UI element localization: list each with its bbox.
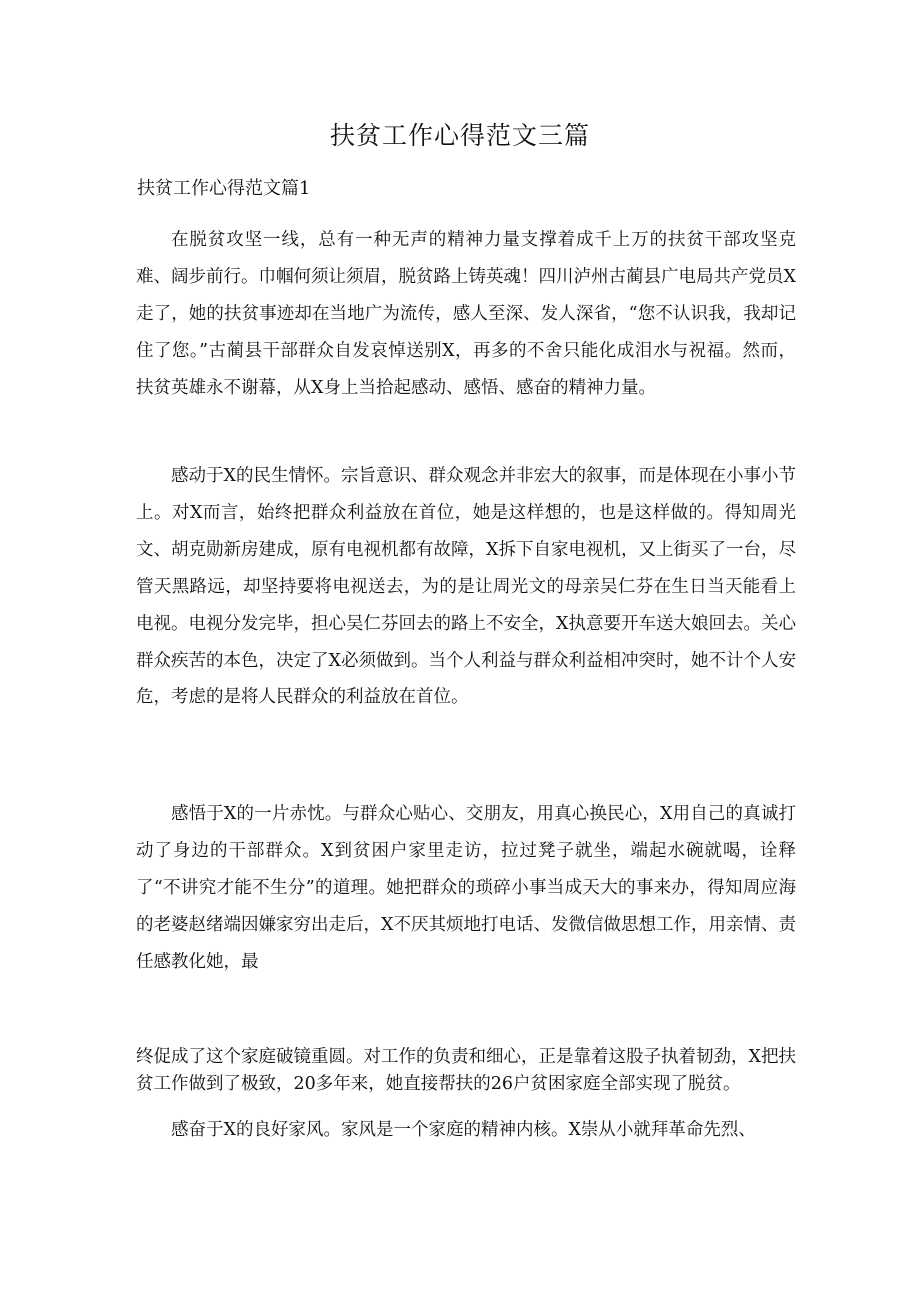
- paragraph-3: 感悟于X的一片赤忱。与群众心贴心、交朋友，用真心换民心，X用自己的真诚打动了身边的干部群众。X到贫困户家里走访，拉过凳子就坐，端起水碗就喝，诠释了“不讲究才能不生分”的道理。她把群众的琐碎小事当成天大的事来办，得知周应海的老婆赵绪端因嫌家穷出走后，X不厌其烦地打电话、发微信做思想工作，用亲情、责任感教化她，最: [136, 804, 796, 972]
- section-heading: 扶贫工作心得范文篇1: [137, 178, 311, 199]
- paragraph-2: 感动于X的民生情怀。宗旨意识、群众观念并非宏大的叙事，而是体现在小事小节上。对X而言，始终把群众利益放在首位，她是这样想的，也是这样做的。得知周光文、胡克勋新房建成，原有电视机都有故障，X拆下自家电视机，又上街买了一台，尽管天黑路远，却坚持要将电视送去，为的是让周光文的母亲吴仁芬在生日当天能看上电视。电视分发完毕，担心吴仁芬回去的路上不安全，X执意要开车送大娘回去。关心群众疾苦的本色，决定了X必须做到。当个人利益与群众利益相冲突时，她不计个人安危，考虑的是将人民群众的利益放在首位。: [136, 466, 796, 708]
- paragraph-4: 终促成了这个家庭破镜重圆。对工作的负责和细心，正是靠着这股子执着韧劲，X把扶贫工作做到了极致，20多年来，她直接帮扶的26户贫困家庭全部实现了脱贫。: [136, 1047, 796, 1094]
- paragraph-1: 在脱贫攻坚一线，总有一种无声的精神力量支撑着成千上万的扶贫干部攻坚克难、阔步前行。巾帼何须让须眉，脱贫路上铸英魂！四川泸州古蔺县广电局共产党员X走了，她的扶贫事迹却在当地广为流传，感人至深、发人深省，“您不认识我，我却记住了您。”古蔺县干部群众自发哀悼送别X，再多的不舍只能化成泪水与祝福。然而，扶贫英雄永不谢幕，从X身上当拾起感动、感悟、感奋的精神力量。: [136, 230, 796, 398]
- paragraph-5: 感奋于X的良好家风。家风是一个家庭的精神内核。X崇从小就拜革命先烈、: [171, 1120, 756, 1140]
- document-title: 扶贫工作心得范文三篇: [329, 121, 590, 150]
